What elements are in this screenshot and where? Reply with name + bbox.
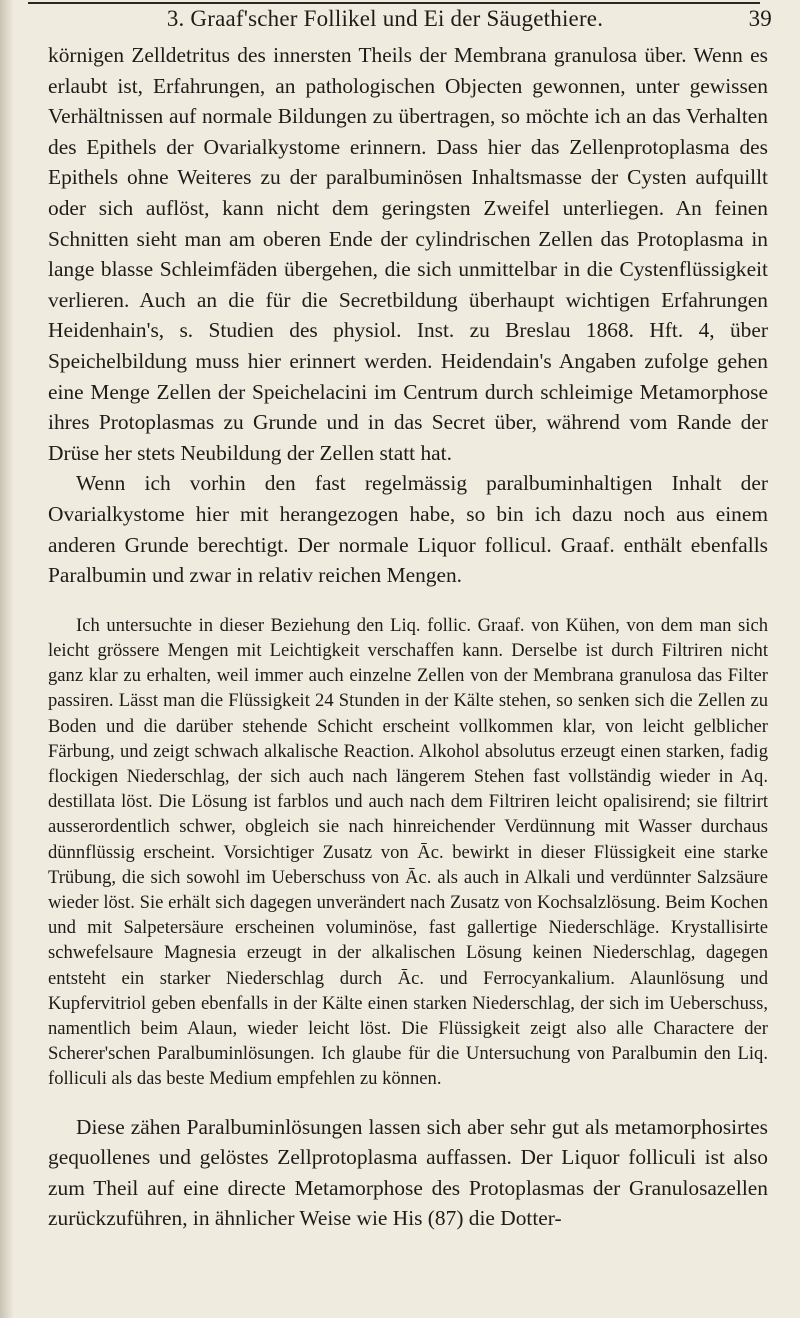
page-body	[28, 40, 778, 1234]
page-number: 39	[748, 6, 772, 31]
paragraph-2: Wenn ich vorhin den fast regelmässig paralbuminhaltigen Inhalt der Ovarialkystome hier mit herangezogen habe, so bin ich dazu noch aus einem anderen Grunde berechtigt. Der normale Liquor follicul. Graaf. enthält ebenfalls Paralbumin und zwar in relativ reichen Mengen.	[48, 471, 768, 588]
header-rule	[28, 2, 760, 4]
small-print-section	[48, 613, 768, 1092]
running-header	[28, 6, 778, 40]
running-title: 3. Graaf'scher Follikel und Ei der Säugethiere.	[166, 6, 604, 31]
closing-paragraph: Diese zähen Paralbuminlösungen lassen sich aber sehr gut als metamorphosirtes gequollenes und gelöstes Zellprotoplasma auffassen. Der Liquor folliculi ist also zum Theil auf eine directe Metamorphose des Protoplasmas der Granulosazellen zurückzuführen, in ähnlicher Weise wie His (87) die Dotter-	[48, 1114, 768, 1231]
small-print-paragraph: Ich untersuchte in dieser Beziehung den Liq. follic. Graaf. von Kühen, von dem man sich leicht grössere Mengen mit Leichtigkeit verschaffen kann. Derselbe ist durch Filtriren nicht ganz klar zu erhalten, weil immer auch einzelne Zellen von der Membrana granulosa das Filter passiren. Lässt man die Flüssigkeit 24 Stunden in der Kälte stehen, so senken sich die Zellen zu Boden und die darüber stehende Schicht erscheint vollkommen klar, von leicht gelblicher Färbung, und zeigt schwach alkalische Reaction. Alkohol absolutus erzeugt einen starken, fadig flockigen Niederschlag, der sich auch nach längerem Stehen fast vollständig wieder in Aq. destillata löst. Die Lösung ist farblos und auch nach dem Filtriren leicht opalisirend; sie filtrirt ausserordentlich schwer, obgleich sie nach hinreichender Verdünnung mit Wasser durchaus dünnflüssig erscheint. Vorsichtiger Zusatz von Āc. bewirkt in dieser Flüssigkeit eine starke Trübung, die sich sowohl im Ueberschuss von Āc. als auch in Alkali und verdünnter Salzsäure wieder löst. Sie erhält sich dagegen unverändert nach Zusatz von Kochsalzlösung. Beim Kochen und mit Salpetersäure erscheinen voluminöse, fast gallertige Niederschläge. Krystallisirte schwefelsaure Magnesia erzeugt in der alkalischen Lösung keinen Niederschlag, dagegen entsteht ein starker Niederschlag durch Āc. und Ferrocyankalium. Alaunlösung und Kupfervitriol geben ebenfalls in der Kälte einen starken Niederschlag, der sich im Ueberschuss, namentlich beim Alaun, wieder leicht löst. Die Flüssigkeit zeigt also alle Charactere der Scherer'schen Paralbuminlösungen. Ich glaube für die Untersuchung von Paralbumin den Liq. folliculi als das beste Medium empfehlen zu können.	[48, 614, 768, 1090]
paragraph-1: körnigen Zelldetritus des innersten Theils der Membrana granulosa über. Wenn es erlaubt ist, Erfahrungen, an pathologischen Objecten gewonnen, unter gewissen Verhältnissen auf normale Bildungen zu übertragen, so möchte ich an das Verhalten des Epithels der Ovarialkystome erinnern. Dass hier das Zellenprotoplasma des Epithels ohne Weiteres zu der paralbuminösen Inhaltsmasse der Cysten aufquillt oder sich auflöst, kann nicht dem geringsten Zweifel unterliegen. An feinen Schnitten sieht man am oberen Ende der cylindrischen Zellen das Protoplasma in lange blasse Schleimfäden übergehen, die sich unmittelbar in die Cystenflüssigkeit verlieren. Auch an die für die Secretbildung überhaupt wichtigen Erfahrungen Heidenhain's, s. Studien des physiol. Inst. zu Breslau 1868. Hft. 4, über Speichelbildung muss hier erinnert werden. Heidendain's Angaben zufolge gehen eine Menge Zellen der Speichelacini im Centrum durch schleimige Metamorphose ihres Protoplasmas zu Grunde und in das Secret über, während vom Rande der Drüse her stets Neubildung der Zellen statt hat.	[48, 43, 768, 465]
main-text	[48, 40, 768, 591]
closing-text	[48, 1112, 768, 1234]
scan-shadow-edge	[0, 0, 14, 1318]
